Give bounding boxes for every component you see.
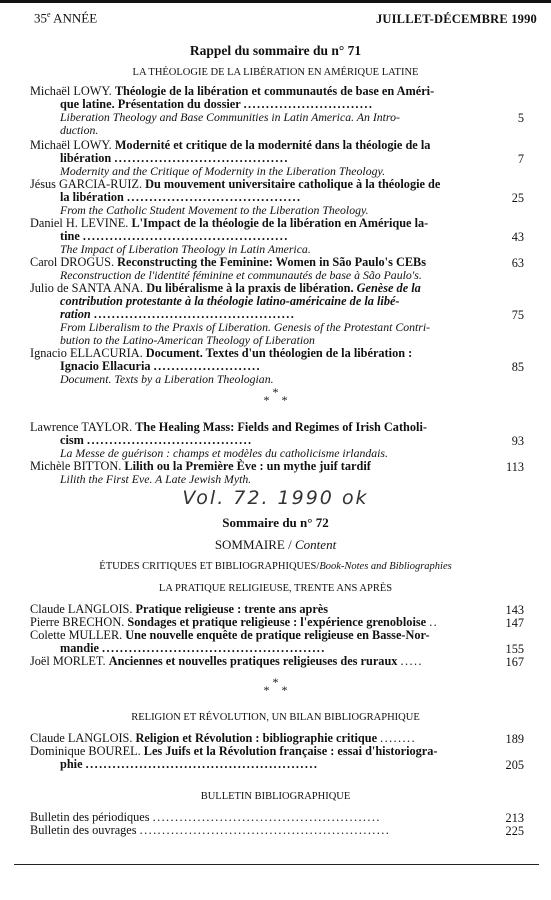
bulletin-heading: BULLETIN BIBLIOGRAPHIQUE: [200, 791, 351, 802]
page-number: 5: [517, 111, 524, 125]
issue-dates: JUILLET-DÉCEMBRE 1990: [375, 12, 537, 26]
page-number: 155: [505, 642, 524, 656]
page-number: 113: [506, 460, 524, 474]
etudes-heading: ÉTUDES CRITIQUES ET BIBLIOGRAPHIQUES/Book-Notes and Bibliographies: [99, 561, 452, 572]
toc-entry: Ignacio ELLACURIA. Document. Textes d'un théologien de la libération : Ignacio Ellacuria ........................ Document. Texts by a Liberation Theologian.: [30, 346, 413, 386]
page-number: 143: [505, 603, 524, 617]
page-number: 225: [505, 824, 524, 838]
sommaire-label: SOMMAIRE / Content: [214, 537, 337, 552]
page-number: 63: [511, 256, 524, 270]
bottom-rule: [14, 864, 539, 865]
toc-entry: Michaël LOWY. Théologie de la libération et communautés de base en Améri- que latine. Présentation du dossier ............................. Liberation Theology and Base Communities in Latin America. An Intro- duction.: [30, 84, 435, 137]
page-number: 25: [511, 191, 524, 205]
toc-entry: Julio de SANTA ANA. Du libéralisme à la praxis de libération. Genèse de la contribution protestante à la théologie latino-américaine de la libé- ration ............................................. From Liberalism to the Praxis of Liberation. Genesis of the Protestant Contri- bution to the Latino-American Theology of Liberation: [30, 281, 431, 347]
sommaire72-title: Sommaire du n° 72: [222, 515, 329, 530]
pratique-heading: LA PRATIQUE RELIGIEUSE, TRENTE ANS APRÈS: [158, 583, 393, 594]
page-number: 93: [511, 434, 524, 448]
top-rule: [0, 0, 551, 3]
toc-entry: Jésus GARCIA-RUIZ. Du mouvement universitaire catholique à la théologie de la libération ....................................... From the Catholic Student Movement to the Liberation Theology.: [30, 177, 441, 217]
page-number: 43: [511, 230, 524, 244]
toc-entry: Pierre BRECHON. Sondages et pratique religieuse : l'expérience grenobloise ..: [30, 615, 439, 629]
page-number: 7: [517, 152, 524, 166]
toc-entry: Carol DROGUS. Reconstructing the Feminine: Women in São Paulo's CEBs Reconstruction de l'identité féminine et communautés de base à São Paulo's.: [30, 255, 427, 282]
page-number: 189: [505, 732, 524, 746]
toc-entry: Claude LANGLOIS. Pratique religieuse : trente ans après: [30, 602, 329, 616]
page-number: 205: [505, 758, 524, 772]
toc-entry: Claude LANGLOIS. Religion et Révolution : bibliographie critique ........: [30, 731, 416, 745]
separator-stars: * * *: [263, 385, 288, 407]
toc-entry: Lawrence TAYLOR. The Healing Mass: Fields and Regimes of Irish Catholi- cism ..................................... La Messe de guérison : champs et modèles du catholicisme irlandais.: [30, 420, 427, 460]
toc-entry: Bulletin des périodiques ...................................................: [30, 810, 381, 824]
toc-entry: Bulletin des ouvrages ........................................................: [30, 823, 391, 837]
separator-stars: * * *: [263, 675, 288, 697]
rappel-title: Rappel du sommaire du n° 71: [189, 43, 362, 58]
page-number: 85: [511, 360, 524, 374]
page-number: 213: [505, 811, 524, 825]
toc-entry: Colette MULLER. Une nouvelle enquête de pratique religieuse en Basse-Nor- mandie ..................................................: [30, 628, 430, 655]
toc-entry: Dominique BOUREL. Les Juifs et la Révolution française : essai d'historiogra- phie ....................................................: [30, 744, 438, 771]
toc-entry: Daniel H. LEVINE. L'Impact de la théologie de la libération en Amérique la- tine .............................................. The Impact of Liberation Theology in Latin America.: [30, 216, 429, 256]
revolution-heading: RELIGION ET RÉVOLUTION, UN BILAN BIBLIOGRAPHIQUE: [131, 712, 420, 723]
toc-entry: Joël MORLET. Anciennes et nouvelles pratiques religieuses des ruraux .....: [30, 654, 423, 668]
page-number: 75: [511, 308, 524, 322]
rappel-theme: LA THÉOLOGIE DE LA LIBÉRATION EN AMÉRIQUE LATINE: [132, 67, 419, 78]
volume-year: 35e ANNÉE: [34, 10, 98, 26]
toc-entry: Michaël LOWY. Modernité et critique de la modernité dans la théologie de la libération ....................................... Modernity and the Critique of Modernity in the Liberation Theology.: [30, 138, 431, 178]
handwritten-note: Vol. 72. 1990 ok: [182, 487, 369, 509]
page-number: 167: [505, 655, 524, 669]
toc-entry: Michèle BITTON. Lilith ou la Première Ève : un mythe juif tardif Lilith the First Eve. A Late Jewish Myth.: [30, 459, 371, 486]
page-number: 147: [505, 616, 524, 630]
